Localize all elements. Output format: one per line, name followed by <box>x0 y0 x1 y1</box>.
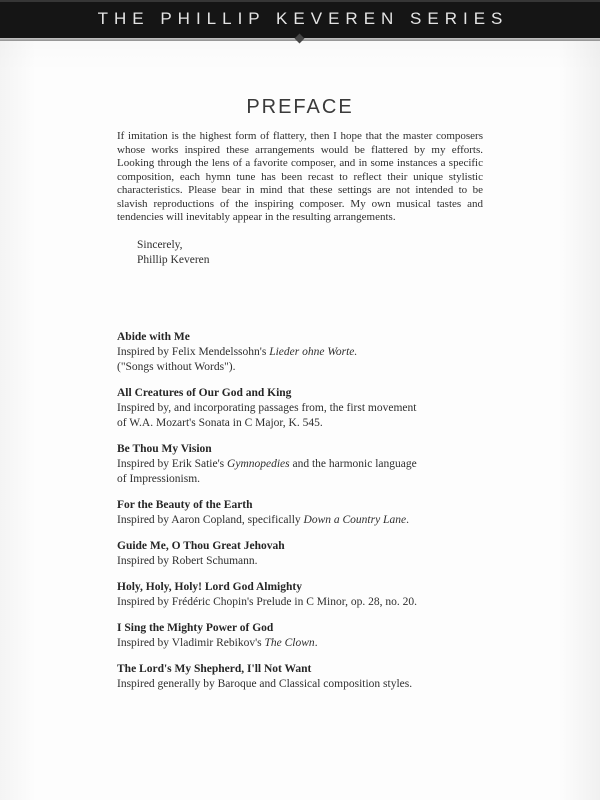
hymn-entry <box>117 580 500 610</box>
hymn-title: I Sing the Mighty Power of God <box>117 621 274 634</box>
hymn-entry <box>117 498 500 528</box>
page-title: PREFACE <box>246 96 354 118</box>
hymn-title: The Lord's My Shepherd, I'll Not Want <box>117 662 312 675</box>
series-banner <box>0 0 600 38</box>
hymn-description: Inspired by Aaron Copland, specifically Down a Country Lane. <box>117 513 409 526</box>
hymn-list <box>117 330 500 692</box>
signature-name: Phillip Keveren <box>137 253 210 266</box>
hymn-description: Inspired by Frédéric Chopin's Prelude in C Minor, op. 28, no. 20. <box>117 595 417 608</box>
hymn-title: Abide with Me <box>117 330 190 343</box>
signature-salutation: Sincerely, <box>137 238 183 251</box>
preface-page <box>117 97 483 703</box>
hymn-title: Guide Me, O Thou Great Jehovah <box>117 539 285 552</box>
hymn-entry <box>117 539 500 569</box>
hymn-description: Inspired by Felix Mendelssohn's Lieder ohne Worte. ("Songs without Words"). <box>117 345 358 373</box>
series-banner-title: THE PHILLIP KEVEREN SERIES <box>97 9 509 28</box>
hymn-title: For the Beauty of the Earth <box>117 498 253 511</box>
hymn-entry <box>117 621 500 651</box>
hymn-title: Holy, Holy, Holy! Lord God Almighty <box>117 580 302 593</box>
hymn-entry <box>117 442 500 487</box>
preface-paragraph: If imitation is the highest form of flattery, then I hope that the master composers whose works inspired these arrangements would be flattered by my efforts. Looking through the lens of a favorite composer, and in some instances a specific composition, each hymn tune has been recast to reflect their unique stylistic characteristics. Please bear in mind that these settings are not intended to be slavish reproductions of the inspiring composer. My own musical tastes and tendencies will inevitably appear in the resulting arrangements. <box>117 130 483 223</box>
hymn-description: Inspired by, and incorporating passages from, the first movement of W.A. Mozart's Sonata in C Major, K. 545. <box>117 401 417 429</box>
hymn-title: All Creatures of Our God and King <box>117 386 292 399</box>
hymn-entry <box>117 386 500 431</box>
hymn-title: Be Thou My Vision <box>117 442 212 455</box>
hymn-entry <box>117 330 500 375</box>
hymn-description: Inspired generally by Baroque and Classical composition styles. <box>117 677 413 690</box>
hymn-entry <box>117 662 500 692</box>
hymn-description: Inspired by Erik Satie's Gymnopedies and the harmonic language of Impressionism. <box>117 457 417 485</box>
signature-block <box>137 238 483 268</box>
hymn-description: Inspired by Vladimir Rebikov's The Clown. <box>117 636 318 649</box>
hymn-description: Inspired by Robert Schumann. <box>117 554 258 567</box>
